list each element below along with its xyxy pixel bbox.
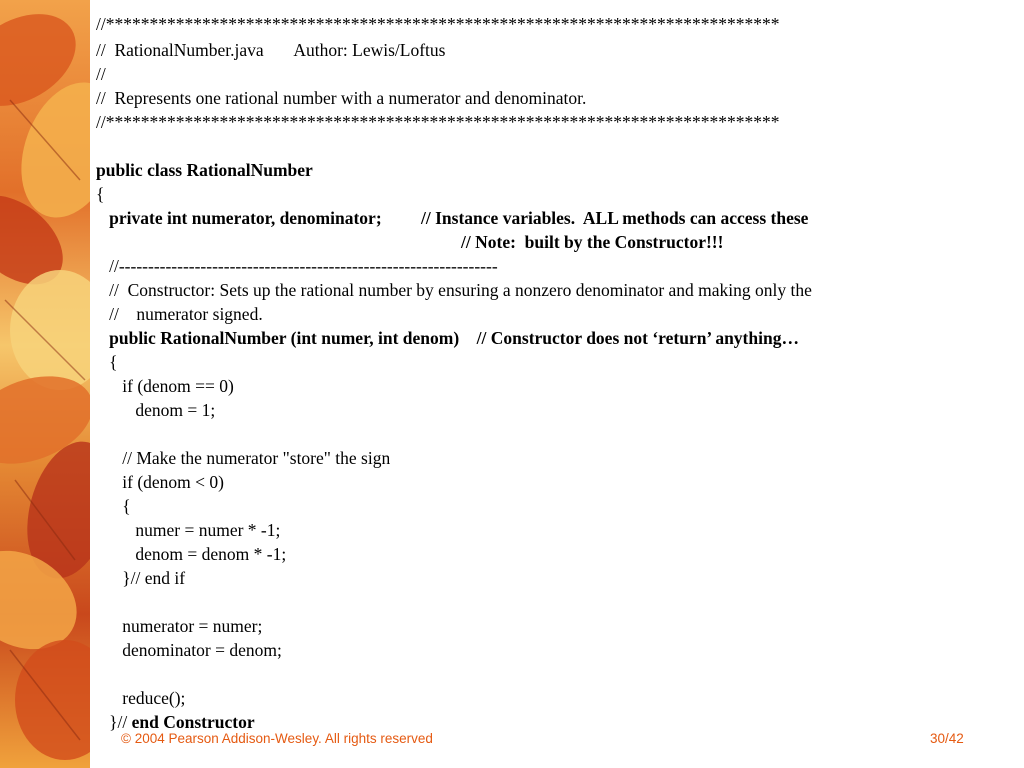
code-line-assign-denominator: denominator = denom; [96,640,282,660]
page-number: 30/42 [930,731,964,746]
code-line-assign-numerator: numerator = numer; [96,616,263,636]
code-line-5: //***************************************************************************** [96,112,780,132]
code-line-brace-open-2: { [96,352,118,372]
code-line-negate-numer: numer = numer * -1; [96,520,281,540]
constructor-comment-1: // Constructor: Sets up the rational number by ensuring a nonzero denominator and making only the [96,280,812,300]
code-line-end-if: }// end if [96,568,186,588]
closing-brace-comment: }// [96,712,132,732]
class-declaration: public class RationalNumber [96,160,313,180]
code-line-denom-1: denom = 1; [96,400,216,420]
code-line-brace-open: { [96,184,105,204]
instance-variables-line: private int numerator, denominator; // Instance variables. ALL methods can access these [96,208,809,228]
end-constructor-label: end Constructor [131,712,255,732]
code-line-3: // [96,64,106,84]
code-line-1: //***************************************************************************** [96,14,780,34]
code-listing [96,12,996,732]
code-line-4: // Represents one rational number with a numerator and denominator. [96,88,587,108]
code-line-brace-open-3: { [96,496,131,516]
code-line-negate-denom: denom = denom * -1; [96,544,287,564]
divider-comment: //----------------------------------------------------------------- [96,256,498,276]
code-line-2: // RationalNumber.java Author: Lewis/Loftus [96,40,446,60]
code-line-if-negative: if (denom < 0) [96,472,224,492]
code-line-reduce: reduce(); [96,688,186,708]
code-line-sign-comment: // Make the numerator "store" the sign [96,448,391,468]
autumn-leaves-border [0,0,90,768]
copyright-footer: © 2004 Pearson Addison-Wesley. All rights reserved [121,731,433,746]
code-line-if-zero: if (denom == 0) [96,376,234,396]
constructor-note: // Note: built by the Constructor!!! [461,232,724,252]
leaf-pattern-icon [0,0,90,768]
constructor-signature: public RationalNumber (int numer, int denom) // Constructor does not ‘return’ anything… [96,328,799,348]
constructor-comment-2: // numerator signed. [96,304,263,324]
